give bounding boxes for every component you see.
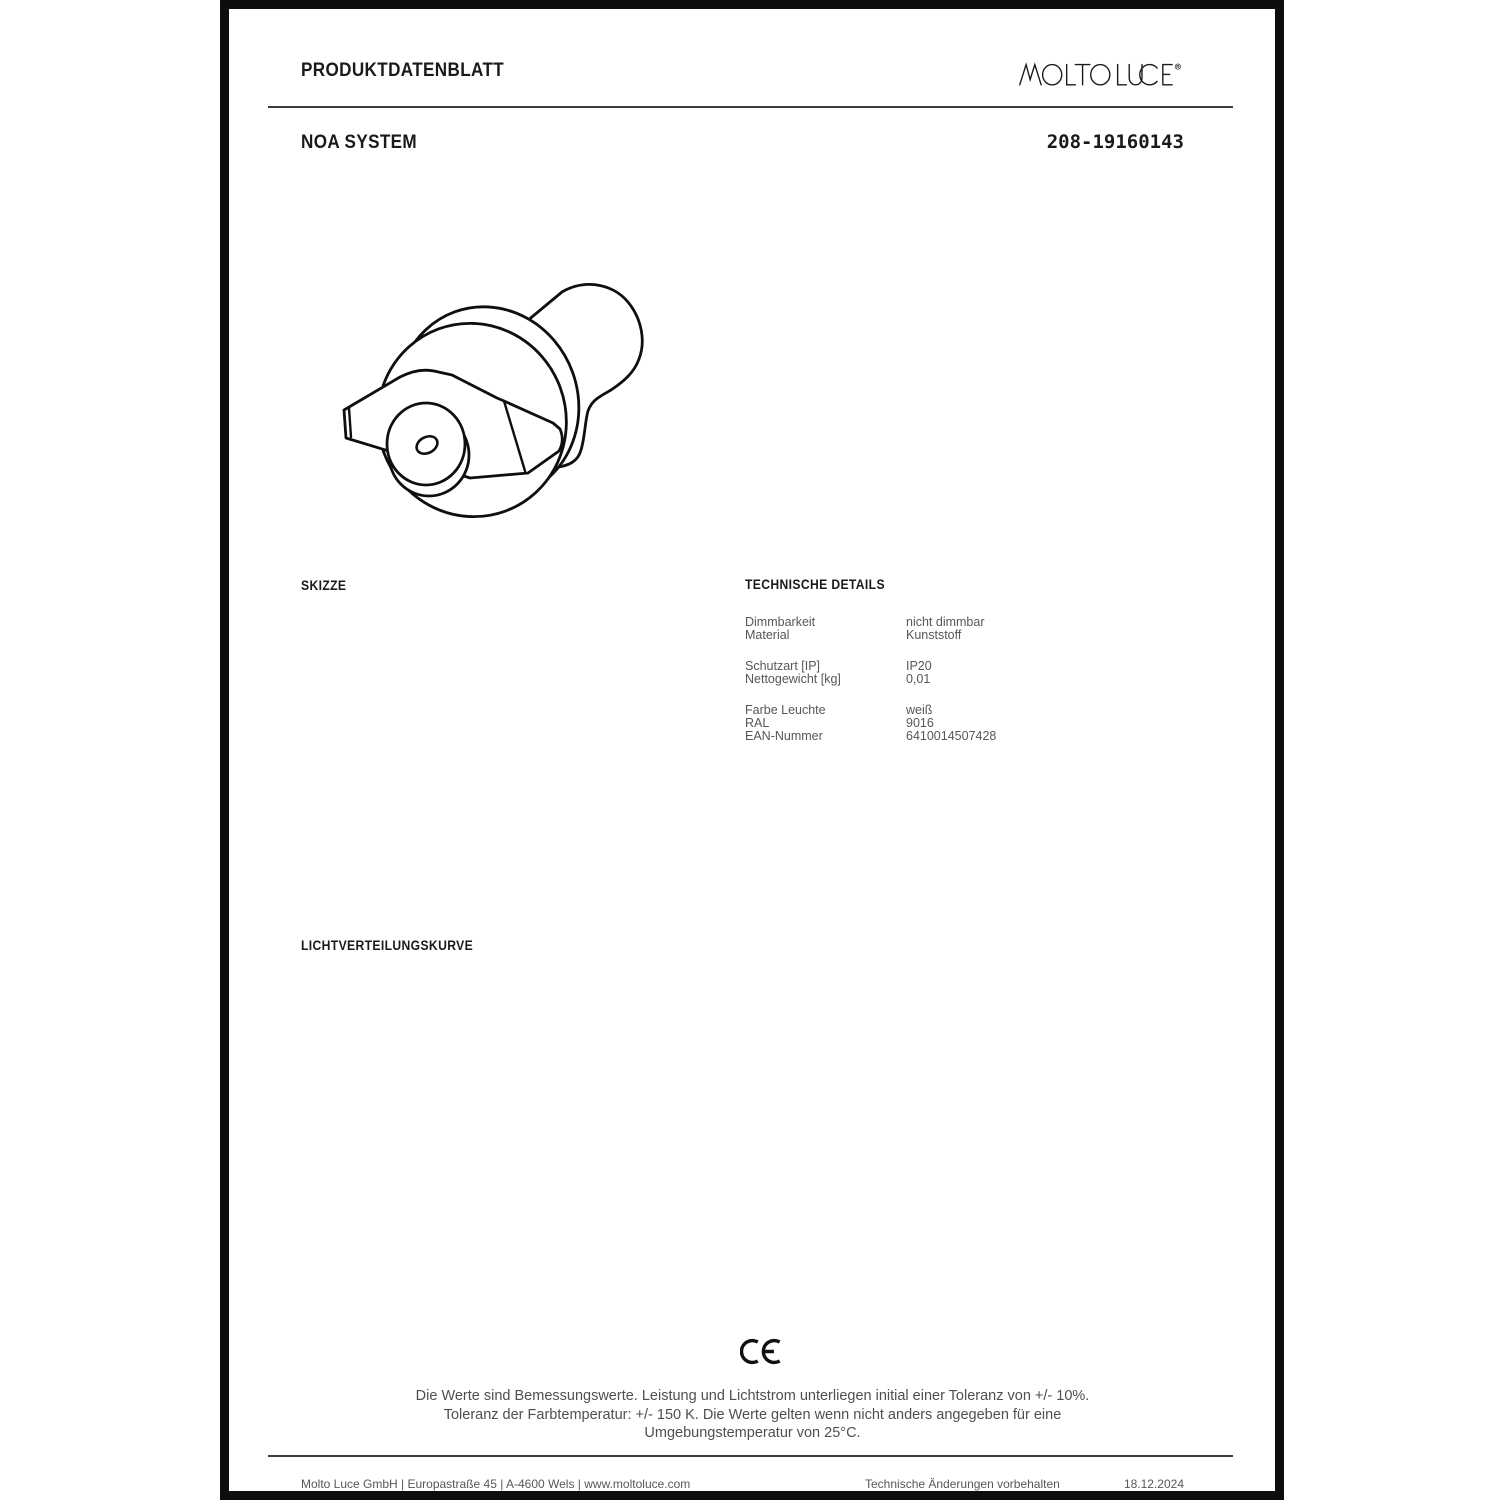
product-name: NOA SYSTEM bbox=[301, 132, 418, 153]
detail-label: RAL bbox=[745, 716, 770, 731]
footer-divider bbox=[268, 1455, 1233, 1457]
detail-value: nicht dimmbar bbox=[906, 615, 985, 629]
disclaimer-line: Toleranz der Farbtemperatur: +/- 150 K. Die Werte gelten wenn nicht anders angegeben für eine bbox=[443, 1406, 1062, 1423]
disclaimer-line: Die Werte sind Bemessungswerte. Leistung und Lichtstrom unterliegen initial einer Toleranz von +/- 10%. bbox=[415, 1388, 1090, 1404]
product-sketch-drawing bbox=[320, 265, 660, 535]
product-number: 208-19160143 bbox=[1046, 131, 1184, 153]
footer-changes-note: Technische Änderungen vorbehalten bbox=[865, 1477, 1060, 1491]
technical-detail-row bbox=[745, 660, 1215, 673]
detail-value: 6410014507428 bbox=[906, 729, 997, 744]
disclaimer-line: Umgebungstemperatur von 25°C. bbox=[644, 1425, 861, 1442]
disclaimer-text bbox=[300, 1387, 1205, 1443]
sketch-section-label: SKIZZE bbox=[301, 578, 347, 593]
technical-detail-row bbox=[745, 730, 1215, 743]
detail-label: Schutzart [IP] bbox=[745, 658, 821, 673]
molto-luce-logo-icon bbox=[1018, 55, 1186, 95]
detail-value: 0,01 bbox=[906, 672, 931, 687]
detail-value: weiß bbox=[906, 702, 933, 717]
detail-value: Kunststoff bbox=[906, 628, 962, 643]
technical-detail-row bbox=[745, 629, 1215, 642]
doc-type-title: PRODUKTDATENBLATT bbox=[301, 60, 505, 81]
detail-label: Material bbox=[745, 628, 790, 643]
technical-detail-row bbox=[745, 717, 1215, 730]
detail-label: Farbe Leuchte bbox=[745, 702, 826, 717]
technical-detail-row bbox=[745, 673, 1215, 686]
datasheet-page bbox=[220, 0, 1284, 1500]
footer-date: 18.12.2024 bbox=[1123, 1477, 1184, 1491]
technical-detail-row bbox=[745, 704, 1215, 717]
ce-mark-icon bbox=[740, 1336, 786, 1367]
detail-label: Nettogewicht [kg] bbox=[745, 672, 841, 687]
header-divider bbox=[268, 106, 1233, 108]
detail-value: 9016 bbox=[906, 716, 934, 731]
technical-details-title: TECHNISCHE DETAILS bbox=[745, 577, 885, 592]
technical-detail-row bbox=[745, 616, 1215, 629]
detail-label: EAN-Nummer bbox=[745, 729, 823, 744]
light-distribution-label: LICHTVERTEILUNGSKURVE bbox=[301, 938, 474, 953]
registered-trademark-icon bbox=[1175, 64, 1180, 69]
footer-company-info: Molto Luce GmbH | Europastraße 45 | A-4600 Wels | www.moltoluce.com bbox=[301, 1477, 691, 1491]
detail-label: Dimmbarkeit bbox=[745, 615, 816, 629]
technical-details-list bbox=[745, 616, 1215, 744]
detail-value: IP20 bbox=[906, 658, 932, 673]
